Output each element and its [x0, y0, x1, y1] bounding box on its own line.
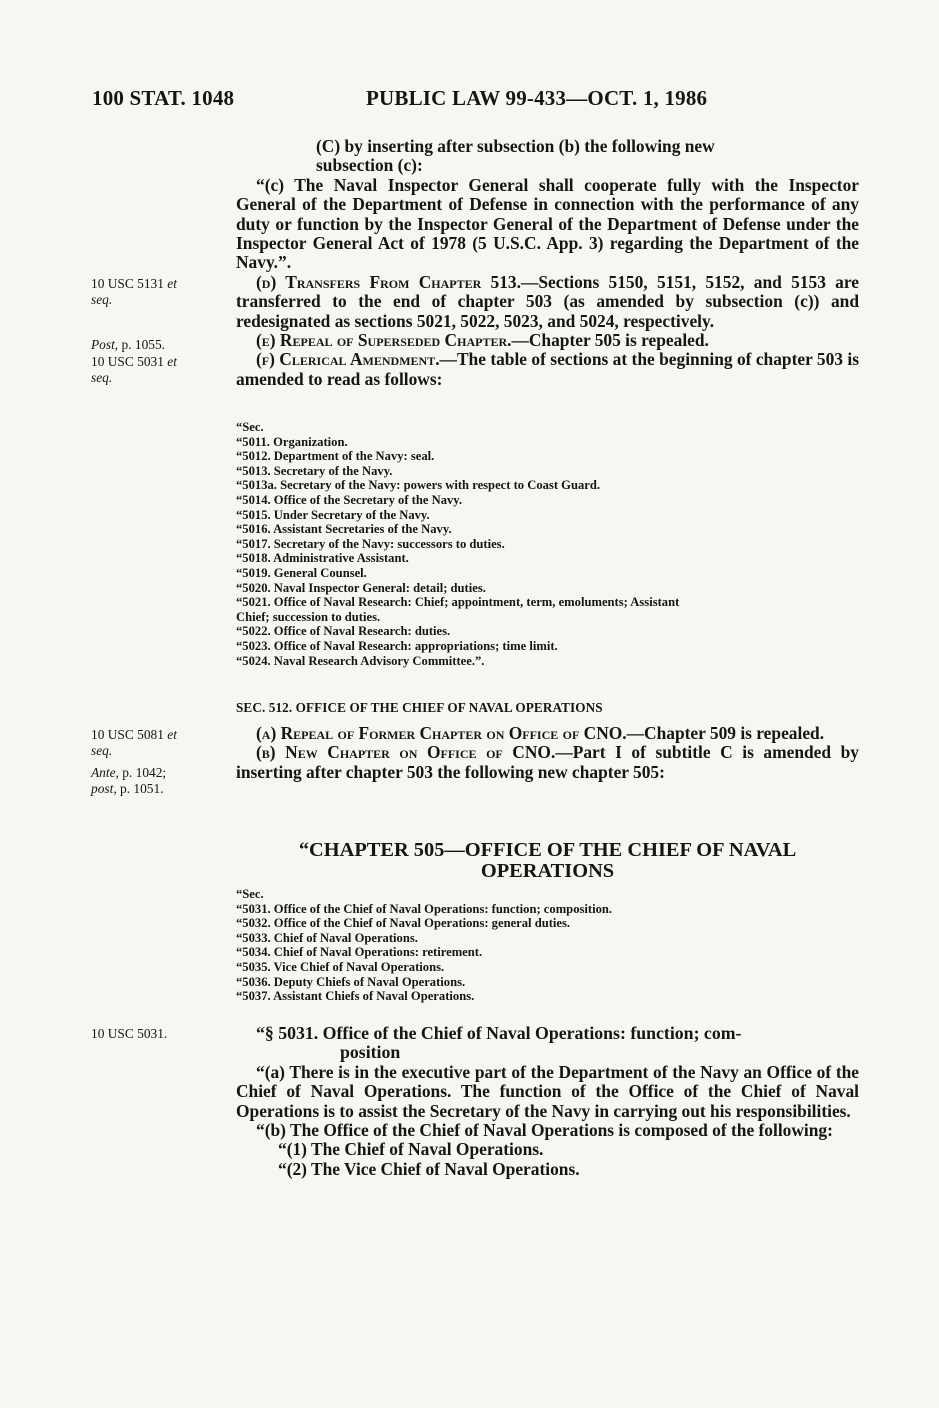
paragraph-e: (e) Repeal of Superseded Chapter.—Chapter 505 is repealed.: [256, 330, 709, 351]
header-public-law: PUBLIC LAW 99-433—OCT. 1, 1986: [366, 86, 708, 110]
toc-entry: “5013. Secretary of the Navy.: [236, 463, 393, 478]
table-of-sections-505: [236, 887, 859, 1004]
margin-note-ante-post: Ante, p. 1042; post, p. 1051.: [91, 765, 167, 796]
toc-entry: “5031. Office of the Chief of Naval Operations: function; composition.: [236, 901, 613, 916]
section-512-heading: SEC. 512. OFFICE OF THE CHIEF OF NAVAL OPERATIONS: [236, 700, 603, 715]
toc-entry: “5034. Chief of Naval Operations: retirement.: [236, 945, 483, 960]
margin-note-5131: 10 USC 5131 et seq.: [91, 276, 177, 307]
margin-note-5081: 10 USC 5081 et seq.: [91, 727, 177, 758]
toc-sec-label: “Sec.: [236, 420, 264, 434]
toc-entry: “5014. Office of the Secretary of the Navy.: [236, 492, 463, 507]
toc-entry: “5033. Chief of Naval Operations.: [236, 930, 418, 945]
margin-note-post-1055: Post, p. 1055.: [91, 337, 166, 352]
toc-entry: “5017. Secretary of the Navy: successors to duties.: [236, 536, 505, 551]
section-5031-heading: “§ 5031. Office of the Chief of Naval Operations: function; com-: [256, 1023, 742, 1043]
section-5031-b-2: “(2) The Vice Chief of Naval Operations.: [278, 1158, 580, 1179]
paragraph-f: (f) Clerical Amendment.—The table of sections at the beginning of chapter 503 is amended to read as follows:: [236, 349, 859, 389]
margin-note-5031-section: 10 USC 5031.: [91, 1026, 168, 1041]
toc-entry: “5011. Organization.: [236, 434, 348, 449]
margin-note-5031: 10 USC 5031 et seq.: [91, 354, 177, 385]
body-part-2: [236, 700, 859, 782]
chapter-505-heading: “CHAPTER 505—OFFICE OF THE CHIEF OF NAVAL OPERATIONS: [298, 839, 797, 882]
toc-entry: “5019. General Counsel.: [236, 565, 367, 580]
toc-entry: “5037. Assistant Chiefs of Naval Operations.: [236, 989, 475, 1004]
paragraph-512-b: (b) New Chapter on Office of CNO.—Part I of subtitle C is amended by inserting after chapter 503 the following new chapter 505:: [236, 742, 859, 782]
toc-entry: “5032. Office of the Chief of Naval Operations: general duties.: [236, 916, 571, 931]
toc-entry: “5015. Under Secretary of the Navy.: [236, 507, 430, 522]
toc-entry: “5021. Office of Naval Research: Chief; appointment, term, emoluments; Assistant: [236, 595, 680, 610]
toc-entry: “5022. Office of Naval Research: duties.: [236, 624, 451, 639]
toc-entry: “5036. Deputy Chiefs of Naval Operations.: [236, 974, 466, 989]
subsection-c-intro: (C) by inserting after subsection (b) the following new subsection (c):: [316, 136, 715, 176]
toc-entry: “5023. Office of Naval Research: appropriations; time limit.: [236, 638, 558, 653]
toc-entry: “5020. Naval Inspector General: detail; duties.: [236, 580, 486, 595]
header-stat-citation: 100 STAT. 1048: [92, 86, 235, 110]
section-5031: [236, 1024, 859, 1179]
toc-sec-label: “Sec.: [236, 887, 264, 901]
toc-entry: “5024. Naval Research Advisory Committee.”.: [236, 653, 485, 668]
section-5031-b: “(b) The Office of the Chief of Naval Operations is composed of the following:: [256, 1120, 833, 1141]
subsection-c-text: “(c) The Naval Inspector General shall cooperate fully with the Inspector General of the Department of Defense in connection with the performance of any duty or function by the Inspector General of the Department of Defense under the Inspector General Act of 1978 (5 U.S.C. App. 3) regarding the Department of the Navy.”.: [236, 174, 859, 273]
section-5031-a: “(a) There is in the executive part of the Department of the Navy an Office of the Chief of Naval Operations. The function of the Office of the Chief of Naval Operations is to assist the Secretary of the Navy in carrying out his responsibilities.: [236, 1061, 859, 1121]
toc-entry: “5013a. Secretary of the Navy: powers with respect to Coast Guard.: [236, 478, 600, 493]
section-5031-heading-cont: position: [340, 1042, 401, 1063]
toc-entry: “5035. Vice Chief of Naval Operations.: [236, 959, 445, 974]
toc-entry: “5016. Assistant Secretaries of the Navy.: [236, 522, 452, 537]
toc-entry-continuation: Chief; succession to duties.: [236, 609, 381, 624]
paragraph-d: (d) Transfers From Chapter 513.—Sections 5150, 5151, 5152, and 5153 are transferred to the end of chapter 503 (as amended by subsection (c)) and redesignated as sections 5021, 5022, 5023, and 5024, respectively.: [236, 271, 859, 331]
toc-entry: “5018. Administrative Assistant.: [236, 551, 409, 566]
body-part-1: [236, 137, 859, 389]
paragraph-512-a: (a) Repeal of Former Chapter on Office of CNO.—Chapter 509 is repealed.: [256, 723, 825, 743]
table-of-sections-503: [236, 420, 859, 668]
section-5031-b-1: “(1) The Chief of Naval Operations.: [278, 1139, 544, 1160]
toc-entry: “5012. Department of the Navy: seal.: [236, 449, 435, 464]
